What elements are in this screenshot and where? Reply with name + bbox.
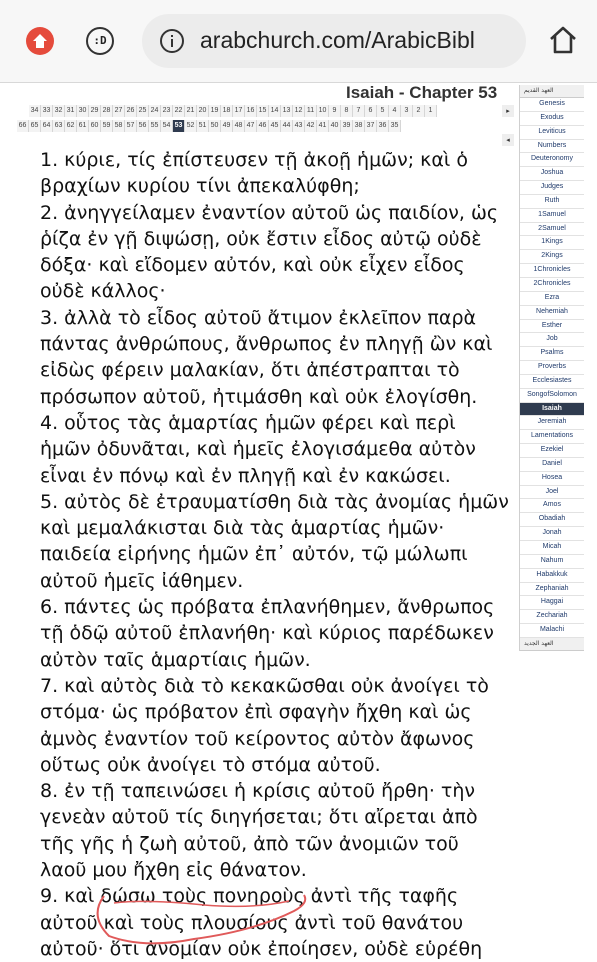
new-testament-header[interactable]: العهد الجديد: [520, 638, 584, 651]
book-link[interactable]: Joshua: [520, 167, 584, 181]
chapter-link[interactable]: 30: [77, 105, 89, 117]
chapter-link[interactable]: 18: [221, 105, 233, 117]
book-link[interactable]: SongofSolomon: [520, 389, 584, 403]
book-link[interactable]: 2Chronicles: [520, 278, 584, 292]
verse-text: 5. αὐτὸς δὲ ἐτραυματίσθη διὰ τὰς ἀνομίας ἡμῶν καὶ μεμαλάκισται διὰ τὰς ἁμαρτίας ἡμῶν· παιδεία εἰρήνης ἡμῶν ἐπ᾽ αὐτόν, τῷ μώλωπι αὐτοῦ ἡμεῖς ἰάθημεν.: [40, 490, 509, 592]
pager-row-2: [17, 120, 401, 132]
chapter-link[interactable]: 46: [257, 120, 269, 132]
chapter-link[interactable]: 32: [53, 105, 65, 117]
book-link[interactable]: Ecclesiastes: [520, 375, 584, 389]
chapter-link[interactable]: 40: [329, 120, 341, 132]
verse-list: [40, 147, 510, 962]
chapter-link[interactable]: 53: [173, 120, 185, 132]
chapter-link[interactable]: 48: [233, 120, 245, 132]
chapter-link[interactable]: 65: [29, 120, 41, 132]
verse-text: 2. ἀνηγγείλαμεν ἐναντίον αὐτοῦ ὡς παιδίον, ὡς ῥίζα ἐν γῇ διψώσῃ, οὐκ ἔστιν εἶδος αὐτῷ οὐδὲ δόξα· καὶ εἴδομεν αὐτόν, καὶ οὐκ εἶχεν εἶδος οὐδὲ κάλλος·: [40, 201, 499, 303]
book-link[interactable]: 1Kings: [520, 236, 584, 250]
book-link[interactable]: Nehemiah: [520, 306, 584, 320]
book-link[interactable]: Nahum: [520, 555, 584, 569]
chapter-link[interactable]: 33: [41, 105, 53, 117]
bible-page: [0, 83, 597, 960]
chapter-link[interactable]: 14: [269, 105, 281, 117]
book-link[interactable]: Haggai: [520, 596, 584, 610]
chapter-link[interactable]: 45: [269, 120, 281, 132]
chapter-link[interactable]: 44: [281, 120, 293, 132]
url-text[interactable]: arabchurch.com/ArabicBibl: [200, 27, 475, 53]
info-icon[interactable]: [160, 29, 184, 53]
book-link[interactable]: Isaiah: [520, 403, 584, 417]
book-link[interactable]: Jonah: [520, 527, 584, 541]
chapter-link[interactable]: 62: [65, 120, 77, 132]
book-link[interactable]: Habakkuk: [520, 569, 584, 583]
book-link[interactable]: Zephaniah: [520, 583, 584, 597]
chapter-link[interactable]: 12: [293, 105, 305, 117]
verse-text: 9. καὶ δώσω τοὺς πονηροὺς ἀντὶ τῆς ταφῆς αὐτοῦ καὶ τοὺς πλουσίους ἀντὶ τοῦ θανάτου αὐτοῦ· ὅτι ἀνομίαν οὐκ ἐποίησεν, οὐδὲ εὑρέθη: [40, 885, 483, 960]
chapter-link[interactable]: 8: [341, 105, 353, 117]
chapter-link[interactable]: 11: [305, 105, 317, 117]
chapter-link[interactable]: 24: [149, 105, 161, 117]
chapter-link[interactable]: 6: [365, 105, 377, 117]
chapter-link[interactable]: 59: [101, 120, 113, 132]
book-link[interactable]: Jeremiah: [520, 416, 584, 430]
browser-toolbar: [0, 0, 597, 83]
book-link[interactable]: Ezekiel: [520, 444, 584, 458]
extension-button[interactable]: :D: [86, 27, 114, 55]
book-link[interactable]: Malachi: [520, 624, 584, 638]
book-link[interactable]: Amos: [520, 499, 584, 513]
book-link[interactable]: Job: [520, 333, 584, 347]
chapter-link[interactable]: 5: [377, 105, 389, 117]
chapter-link[interactable]: 50: [209, 120, 221, 132]
chapter-link[interactable]: 16: [245, 105, 257, 117]
chapter-link[interactable]: 2: [413, 105, 425, 117]
chapter-link[interactable]: 10: [317, 105, 329, 117]
chapter-link[interactable]: 43: [293, 120, 305, 132]
chapter-link[interactable]: 20: [197, 105, 209, 117]
book-link[interactable]: 1Chronicles: [520, 264, 584, 278]
book-link[interactable]: Judges: [520, 181, 584, 195]
book-link[interactable]: Esther: [520, 320, 584, 334]
chapter-link[interactable]: 1: [425, 105, 437, 117]
book-link[interactable]: Lamentations: [520, 430, 584, 444]
home-icon: [32, 33, 48, 49]
chapter-link[interactable]: 26: [125, 105, 137, 117]
chapter-link[interactable]: 15: [257, 105, 269, 117]
chapter-link[interactable]: 35: [389, 120, 401, 132]
book-link[interactable]: Ezra: [520, 292, 584, 306]
pager-next-arrow[interactable]: ▸: [502, 105, 514, 117]
chapter-link[interactable]: 42: [305, 120, 317, 132]
book-link[interactable]: Micah: [520, 541, 584, 555]
chapter-link[interactable]: 34: [29, 105, 41, 117]
chapter-link[interactable]: 61: [77, 120, 89, 132]
chapter-link[interactable]: 64: [41, 120, 53, 132]
book-link[interactable]: Proverbs: [520, 361, 584, 375]
book-link[interactable]: Genesis: [520, 98, 584, 112]
book-link[interactable]: Joel: [520, 486, 584, 500]
chapter-link[interactable]: 22: [173, 105, 185, 117]
chapter-link[interactable]: 39: [341, 120, 353, 132]
home-button[interactable]: [26, 27, 54, 55]
chapter-link[interactable]: 66: [17, 120, 29, 132]
chapter-title: Isaiah - Chapter 53: [346, 83, 498, 102]
home-outline-icon[interactable]: [548, 25, 578, 55]
book-link[interactable]: Numbers: [520, 140, 584, 154]
chapter-link[interactable]: 27: [113, 105, 125, 117]
chapter-link[interactable]: 21: [185, 105, 197, 117]
book-link[interactable]: Obadiah: [520, 513, 584, 527]
chapter-link[interactable]: 31: [65, 105, 77, 117]
chapter-link[interactable]: 58: [113, 120, 125, 132]
book-link[interactable]: 1Samuel: [520, 209, 584, 223]
chapter-link[interactable]: 52: [185, 120, 197, 132]
chapter-link[interactable]: 54: [161, 120, 173, 132]
chapter-link[interactable]: 38: [353, 120, 365, 132]
chapter-link[interactable]: 37: [365, 120, 377, 132]
books-sidebar: [519, 85, 584, 651]
book-link[interactable]: Exodus: [520, 112, 584, 126]
book-link[interactable]: 2Samuel: [520, 223, 584, 237]
verse-text: 3. ἀλλὰ τὸ εἶδος αὐτοῦ ἄτιμον ἐκλεῖπον παρὰ πάντας ἀνθρώπους, ἄνθρωπος ἐν πληγῇ ὢν καὶ εἰδὼς φέρειν μαλακίαν, ὅτι ἀπέστραπται τὸ πρόσωπον αὐτοῦ, ἠτιμάσθη καὶ οὐκ ἐλογίσθη.: [40, 306, 493, 408]
verse-text: 1. κύριε, τίς ἐπίστευσεν τῇ ἀκοῇ ἡμῶν; καὶ ὁ βραχίων κυρίου τίνι ἀπεκαλύφθη;: [40, 149, 468, 198]
book-link[interactable]: Psalms: [520, 347, 584, 361]
verse-text: 7. καὶ αὐτὸς διὰ τὸ κεκακῶσθαι οὐκ ἀνοίγει τὸ στόμα· ὡς πρόβατον ἐπὶ σφαγὴν ἤχθη καὶ ὡς ἀμνὸς ἐναντίον τοῦ κείροντος αὐτὸν ἄφωνος οὕτως οὐκ ἀνοίγει τὸ στόμα αὐτοῦ.: [40, 674, 489, 776]
pager-prev-arrow[interactable]: ◂: [502, 134, 514, 146]
book-link[interactable]: Leviticus: [520, 126, 584, 140]
chapter-link[interactable]: 9: [329, 105, 341, 117]
book-link[interactable]: 2Kings: [520, 250, 584, 264]
chapter-link[interactable]: 17: [233, 105, 245, 117]
verse-text: 4. οὗτος τὰς ἁμαρτίας ἡμῶν φέρει καὶ περὶ ἡμῶν ὀδυνᾶται, καὶ ἡμεῖς ἐλογισάμεθα αὐτὸν εἶναι ἐν πόνῳ καὶ ἐν πληγῇ καὶ ἐν κακώσει.: [40, 411, 476, 487]
book-link[interactable]: Hosea: [520, 472, 584, 486]
verse-text: 8. ἐν τῇ ταπεινώσει ἡ κρίσις αὐτοῦ ἤρθη· τὴν γενεὰν αὐτοῦ τίς διηγήσεται; ὅτι αἴρεται ἀπὸ τῆς γῆς ἡ ζωὴ αὐτοῦ, ἀπὸ τῶν ἀνομιῶν τοῦ λαοῦ μου ἤχθη εἰς θάνατον.: [40, 780, 478, 882]
book-link[interactable]: Deuteronomy: [520, 153, 584, 167]
book-link[interactable]: Daniel: [520, 458, 584, 472]
verse-text: 6. πάντες ὡς πρόβατα ἐπλανήθημεν, ἄνθρωπος τῇ ὁδῷ αὐτοῦ ἐπλανήθη· καὶ κύριος παρέδωκεν αὐτὸν ταῖς ἁμαρτίαις ἡμῶν.: [40, 596, 495, 671]
chapter-link[interactable]: 4: [389, 105, 401, 117]
chapter-link[interactable]: 3: [401, 105, 413, 117]
chapter-link[interactable]: 57: [125, 120, 137, 132]
chapter-link[interactable]: 36: [377, 120, 389, 132]
chapter-link[interactable]: 51: [197, 120, 209, 132]
chapter-link[interactable]: 25: [137, 105, 149, 117]
chapter-link[interactable]: 28: [101, 105, 113, 117]
chapter-link[interactable]: 63: [53, 120, 65, 132]
pager-row-1: [29, 105, 437, 117]
chapter-link[interactable]: 55: [149, 120, 161, 132]
old-testament-header[interactable]: العهد القديم: [520, 85, 584, 98]
address-bar[interactable]: [142, 14, 526, 68]
chapter-link[interactable]: 19: [209, 105, 221, 117]
chapter-link[interactable]: 56: [137, 120, 149, 132]
chapter-link[interactable]: 23: [161, 105, 173, 117]
handwritten-underline-mark: [84, 891, 324, 951]
chapter-link[interactable]: 49: [221, 120, 233, 132]
chapter-link[interactable]: 7: [353, 105, 365, 117]
book-link[interactable]: Ruth: [520, 195, 584, 209]
chapter-link[interactable]: 60: [89, 120, 101, 132]
chapter-link[interactable]: 29: [89, 105, 101, 117]
book-link[interactable]: Zechariah: [520, 610, 584, 624]
chapter-link[interactable]: 13: [281, 105, 293, 117]
chapter-link[interactable]: 47: [245, 120, 257, 132]
chapter-link[interactable]: 41: [317, 120, 329, 132]
